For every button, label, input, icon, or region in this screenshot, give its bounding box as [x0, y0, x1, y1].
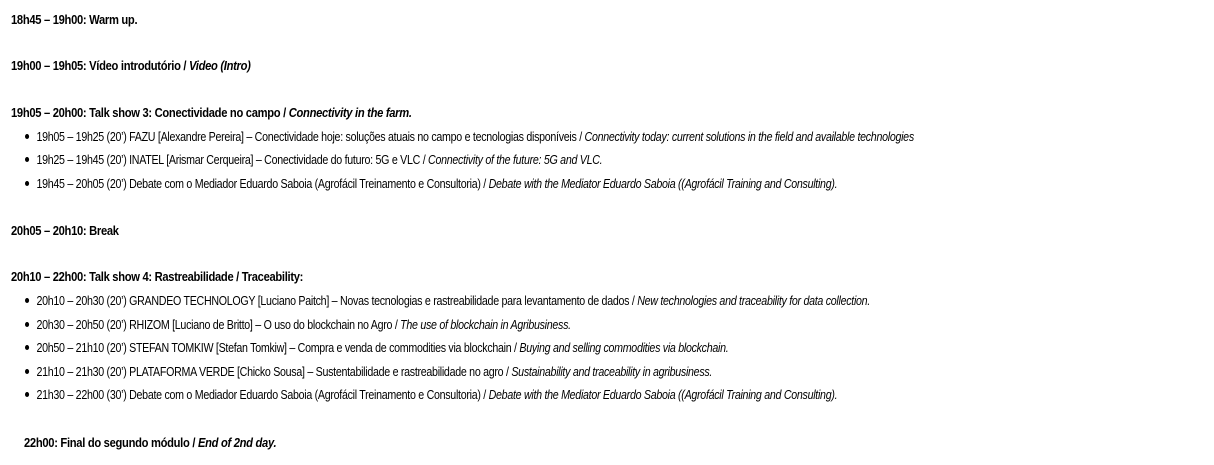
talk3-separator: /	[280, 105, 289, 120]
item-text-en: The use of blockchain in Agribusiness.	[400, 317, 571, 332]
list-item	[25, 364, 712, 380]
item-separator: /	[576, 129, 585, 144]
bullet-icon	[25, 157, 29, 162]
intro-time: 19h00 – 19h05:	[11, 58, 87, 73]
item-text-en: Debate with the Mediator Eduardo Saboia ((Agrofácil Training and Consulting).	[488, 387, 838, 402]
break-time: 20h05 – 20h10:	[11, 223, 87, 238]
item-text-pt: 19h05 – 19h25 (20’) FAZU [Alexandre Pereira] – Conectividade hoje: soluções atuais no campo e tecnologias disponíveis	[36, 129, 577, 144]
list-item	[25, 176, 837, 192]
item-text-pt: 20h50 – 21h10 (20’) STEFAN TOMKIW [Stefan Tomkiw] – Compra e venda de commodities via blockchain	[36, 340, 512, 355]
item-separator: /	[629, 293, 638, 308]
item-text-pt: 20h10 – 20h30 (20’) GRANDEO TECHNOLOGY [Luciano Paitch] – Novas tecnologias e rastreabilidade para levantamento de dados	[36, 293, 630, 308]
bullet-icon	[25, 369, 29, 374]
item-text-en: Connectivity today: current solutions in the field and available technologies	[584, 129, 914, 144]
item-text-en: Sustainability and traceability in agribusiness.	[511, 364, 713, 379]
intro-separator: /	[180, 58, 190, 73]
item-text-pt: 19h45 – 20h05 (20’) Debate com o Mediador Eduardo Saboia (Agrofácil Treinamento e Consultoria)	[36, 176, 481, 191]
item-text-en: New technologies and traceability for data collection.	[637, 293, 870, 308]
break-line	[11, 223, 119, 239]
item-separator: /	[511, 340, 520, 355]
talk3-title-en: Connectivity in the farm.	[288, 105, 412, 120]
item-separator: /	[480, 387, 489, 402]
bullet-icon	[25, 181, 29, 186]
warmup-time: 18h45 – 19h00:	[11, 12, 87, 27]
item-separator: /	[420, 152, 429, 167]
item-text-pt: 19h25 – 19h45 (20’) INATEL [Arismar Cerqueira] – Conectividade do futuro: 5G e VLC	[36, 152, 421, 167]
list-item	[25, 340, 728, 356]
end-line	[24, 435, 276, 451]
warmup-line	[11, 12, 137, 28]
list-item	[25, 317, 571, 333]
bullet-icon	[25, 134, 29, 139]
item-separator: /	[480, 176, 489, 191]
talk4-time: 20h10 – 22h00:	[11, 269, 87, 284]
warmup-title: Warm up.	[89, 12, 138, 27]
bullet-icon	[25, 322, 29, 327]
bullet-icon	[25, 345, 29, 350]
item-text-pt: 21h30 – 22h00 (30’) Debate com o Mediador Eduardo Saboia (Agrofácil Treinamento e Consultoria)	[36, 387, 481, 402]
talk4-heading	[11, 269, 303, 285]
intro-title-en: Video (Intro)	[189, 58, 251, 73]
list-item	[25, 152, 602, 168]
talk3-time: 19h05 – 20h00:	[11, 105, 87, 120]
item-separator: /	[392, 317, 401, 332]
talk3-title-pt: Talk show 3: Conectividade no campo	[89, 105, 281, 120]
bullet-icon	[25, 298, 29, 303]
end-time: 22h00:	[24, 435, 58, 450]
item-text-en: Debate with the Mediator Eduardo Saboia ((Agrofácil Training and Consulting).	[488, 176, 838, 191]
item-text-pt: 21h10 – 21h30 (20’) PLATAFORMA VERDE [Chicko Sousa] – Sustentabilidade e rastreabilidade no agro	[36, 364, 504, 379]
item-text-pt: 20h30 – 20h50 (20’) RHIZOM [Luciano de Britto] – O uso do blockchain no Agro	[36, 317, 393, 332]
list-item	[25, 293, 870, 309]
intro-line	[11, 58, 251, 74]
bullet-icon	[25, 392, 29, 397]
end-title-en: End of 2nd day.	[197, 435, 277, 450]
end-title-pt: Final do segundo módulo	[60, 435, 190, 450]
list-item	[25, 129, 914, 145]
list-item	[25, 387, 837, 403]
break-title: Break	[89, 223, 119, 238]
end-separator: /	[189, 435, 198, 450]
talk4-title: Talk show 4: Rastreabilidade / Traceability:	[89, 269, 304, 284]
talk3-heading	[11, 105, 412, 121]
item-separator: /	[503, 364, 512, 379]
intro-title-pt: Vídeo introdutório	[89, 58, 181, 73]
item-text-en: Buying and selling commodities via blockchain.	[519, 340, 729, 355]
item-text-en: Connectivity of the future: 5G and VLC.	[428, 152, 603, 167]
